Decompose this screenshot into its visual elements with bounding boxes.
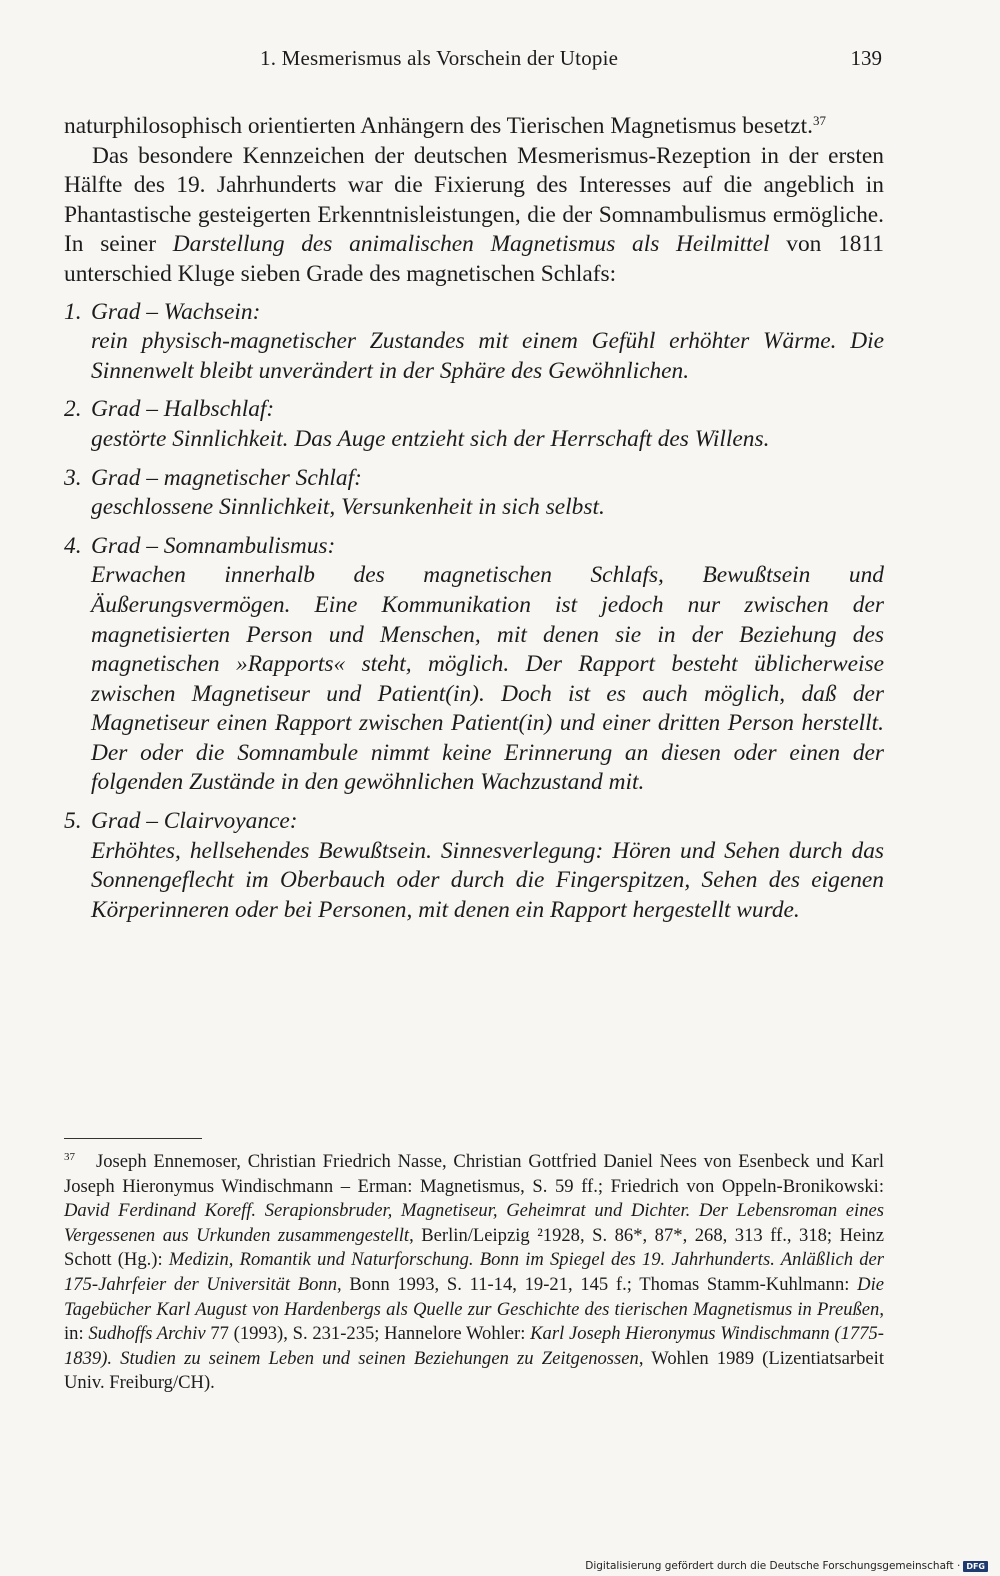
paragraph-1 (64, 112, 884, 142)
grade-title: Grad – Halbschlaf: (91, 396, 275, 423)
grade-title: Grad – magnetischer Schlaf: (91, 464, 362, 491)
footnote-ref-37[interactable]: 37 (813, 113, 827, 128)
running-head (64, 46, 882, 76)
footnote-text: , Bonn 1993, S. 11-14, 19-21, 145 f.; Thomas Stamm-Kuhlmann: (337, 1273, 858, 1295)
footnote-divider (64, 1138, 202, 1139)
grade-title: Grad – Clairvoyance: (91, 808, 298, 835)
footnote-37: 37 Joseph Ennemoser, Christian Friedrich Nasse, Christian Gottfried Daniel Nees von Esenbeck und Karl Joseph Hieronymus Windischmann – Erman: Magnetismus, S. 59 ff.; Friedrich von Oppeln-Bronikowski: David Ferdinand Koreff. Serapionsbruder, Magnetiseur, Geheimrat und Dichter. Der Lebensroman eines Vergessenen aus Urkunden zusammengestellt, Berlin/Leipzig ²1928, S. 86*, 87*, 268, 313 ff., 318; Heinz Schott (Hg.): Medizin, Romantik und Naturforschung. Bonn im Spiegel des 19. Jahrhunderts. Anläßlich der 175-Jahrfeier der Universität Bonn, Bonn 1993, S. 11-14, 19-21, 145 f.; Thomas Stamm-Kuhlmann: Die Tagebücher Karl August von Hardenbergs als Quelle zur Geschichte des tierischen Magnetismus in Preußen, in: Sudhoffs Archiv 77 (1993), S. 231-235; Hannelore Wohler: Karl Joseph Hieronymus Windischmann (1775-1839). Studien zu seinem Leben und seinen Beziehungen zu Zeitgenossen, Wohlen 1989 (Lizentiatsarbeit Univ. Freiburg/CH). (64, 1151, 884, 1394)
grade-heading (64, 298, 884, 328)
running-title: 1. Mesmerismus als Vorschein der Utopie (260, 46, 619, 70)
paragraph-2-text-b: von 1811 unterschied Kluge sieben Grade des magnetischen Schlafs: (64, 231, 884, 287)
grade-description: rein physisch-magnetischer Zustandes mit einem Gefühl erhöhter Wärme. Die Sinnenwelt bleibt unverändert in der Sphäre des Gewöhnlichen. (91, 328, 884, 384)
body-text (64, 112, 884, 934)
footnote-text: Joseph Ennemoser, Christian Friedrich Nasse, Christian Gottfried Daniel Nees von Esenbeck und Karl Joseph Hieronymus Windischmann – Erman: Magnetismus, S. 59 ff.; Friedrich von Oppeln-Bronikowski: (64, 1151, 884, 1197)
grade-item-1 (64, 298, 884, 387)
footnote-text: , in: (64, 1298, 884, 1345)
grade-number: 2. (64, 396, 82, 423)
footnote-journal: Sudhoffs Archiv (88, 1323, 206, 1345)
paragraph-2 (64, 142, 884, 290)
footnote-text: , Wohlen 1989 (Lizentiatsarbeit Univ. Freiburg/CH). (64, 1347, 884, 1394)
book-title: Darstellung des animalischen Magnetismus als Heilmittel (172, 231, 770, 258)
grade-item-4 (64, 532, 884, 798)
grade-description: Erwachen innerhalb des magnetischen Schlafs, Bewußtsein und Äußerungsvermögen. Eine Kommunikation ist jedoch nur zwischen der magnetisierten Person und Menschen, mit denen sie in der Beziehung des magnetischen »Rapports« steht, möglich. Der Rapport besteht üblicherweise zwischen Magnetiseur und Patient(in). Doch ist es auch möglich, daß der Magnetiseur einen Rapport zwischen Patient(in) und einer dritten Person herstellt. Der oder die Somnambule nimmt keine Erinnerung an diesen oder einen der folgenden Zustände in den gewöhnlichen Wachzustand mit. (91, 562, 884, 796)
digitization-credit-text: Digitalisierung gefördert durch die Deutsche Forschungsgemeinschaft · (585, 1560, 961, 1572)
grade-item-2 (64, 395, 884, 454)
footnote-title: Karl Joseph Hieronymus Windischmann (1775-1839). Studien zu seinem Leben und seinen Beziehungen zu Zeitgenossen (64, 1323, 884, 1369)
footnote-title: David Ferdinand Koreff. Serapionsbruder, Magnetiseur, Geheimrat und Dichter. Der Lebensroman eines Vergessenen aus Urkunden zusammengestellt (64, 1200, 884, 1246)
footnote-title: Die Tagebücher Karl August von Hardenbergs als Quelle zur Geschichte des tierischen Magnetismus in Preußen (64, 1273, 884, 1320)
page-number: 139 (850, 46, 882, 70)
grade-title: Grad – Somnambulismus: (91, 532, 336, 559)
grade-heading (64, 395, 884, 425)
grade-title: Grad – Wachsein: (91, 298, 261, 325)
footnote-text: , Berlin/Leipzig ²1928, S. 86*, 87*, 268, 313 ff., 318; Heinz Schott (Hg.): (64, 1224, 884, 1271)
grade-number: 3. (64, 464, 82, 491)
grade-heading (64, 807, 884, 837)
grade-description: Erhöhtes, hellsehendes Bewußtsein. Sinnesverlegung: Hören und Sehen durch das Sonnengeflecht im Oberbauch oder durch die Fingerspitzen, Sehen des eigenen Körperinneren oder bei Personen, mit denen ein Rapport hergestellt wurde. (91, 837, 884, 923)
grade-item-3 (64, 464, 884, 523)
paragraph-2-text-a: Das besondere Kennzeichen der deutschen Mesmerismus-Rezeption in der ersten Hälfte des 19. Jahrhunderts war die Fixierung des Interesses auf die angeblich in Phantastische gesteigerten Erkenntnisleistungen, die der Somnambulismus ermögliche. In seiner (64, 142, 884, 258)
dfg-logo-icon: DFG (963, 1561, 988, 1572)
footnote-title: Medizin, Romantik und Naturforschung. Bonn im Spiegel des 19. Jahrhunderts. Anläßlich der 175-Jahrfeier der Universität Bonn (64, 1249, 884, 1295)
grade-heading (64, 464, 884, 494)
grade-number: 1. (64, 298, 82, 325)
grade-heading (64, 532, 884, 562)
grade-list (64, 298, 884, 926)
grade-item-5 (64, 807, 884, 925)
grade-number: 4. (64, 532, 82, 559)
grade-description: gestörte Sinnlichkeit. Das Auge entzieht sich der Herrschaft des Willens. (91, 425, 770, 452)
grade-description: geschlossene Sinnlichkeit, Versunkenheit in sich selbst. (91, 494, 605, 521)
paragraph-1-text: naturphilosophisch orientierten Anhängern des Tierischen Magnetismus besetzt. (64, 113, 814, 139)
grade-number: 5. (64, 808, 82, 835)
footnote-text: 77 (1993), S. 231-235; Hannelore Wohler: (205, 1323, 531, 1345)
digitization-credit (585, 1560, 988, 1572)
